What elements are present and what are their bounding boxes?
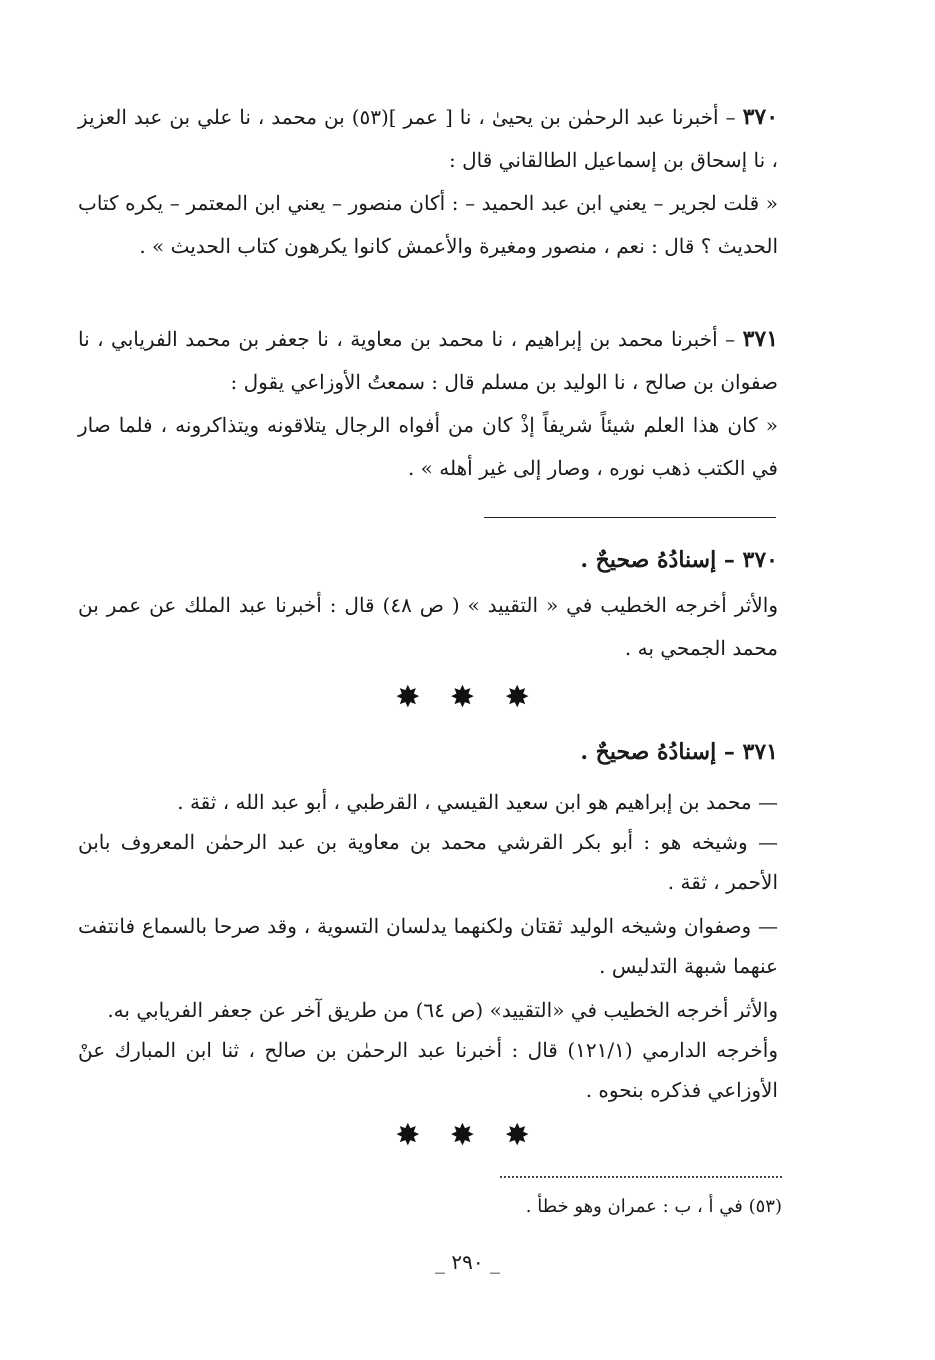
commentary-371-heading: ٣٧١ – إسنادُهُ صحيحٌ .	[580, 739, 778, 765]
commentary-370-text: والأثر أخرجه الخطيب في « التقييد » ( ص ٤٨) قال : أخبرنا عبد الملك عن عمر بن محمد الجمحي به .	[78, 593, 778, 660]
entry-371-dash: –	[725, 327, 736, 351]
commentary-370-heading: ٣٧٠ – إسنادُهُ صحيحٌ .	[580, 547, 778, 573]
footnote-divider	[500, 1176, 782, 1178]
page-number: _ ٢٩٠ _	[435, 1250, 500, 1274]
entry-370-isnad	[78, 96, 778, 182]
commentary-line: — وشيخه هو : أبو بكر القرشي محمد بن معاوية بن عبد الرحمٰن المعروف بابن الأحمر ، ثقة .	[78, 830, 778, 894]
commentary-line: — محمد بن إبراهيم هو ابن سعيد القيسي ، القرطبي ، أبو عبد الله ، ثقة .	[177, 790, 778, 814]
entry-371	[78, 318, 778, 490]
commentary-line: — وصفوان وشيخه الوليد ثقتان ولكنهما يدلسان التسوية ، وقد صرحا بالسماع فانتفت عنهما شبهة التدليس .	[78, 914, 778, 978]
entry-370-dash: –	[725, 105, 736, 129]
entry-370-isnad-text: أخبرنا عبد الرحمٰن بن يحيىٰ ، نا [ عمر ](٥٣) بن محمد ، نا علي بن عبد العزيز ، نا إسحاق بن إسماعيل الطالقاني قال :	[78, 105, 778, 172]
entry-371-matn: « كان هذا العلم شيئاً شريفاً إذْ كان من أفواه الرجال يتلاقونه ويتذاكرونه ، فلما صار في الكتب ذهب نوره ، وصار إلى غير أهله » .	[78, 413, 778, 480]
commentary-line: وأخرجه الدارمي (١٢١/١) قال : أخبرنا عبد الرحمٰن بن صالح ، ثنا ابن المبارك عنْ الأوزاعي فذكره بنحوه .	[78, 1038, 778, 1102]
footnote: (٥٣) في أ ، ب : عمران وهو خطأ .	[525, 1196, 782, 1217]
entry-370-number: ٣٧٠	[742, 104, 779, 130]
entry-371-number: ٣٧١	[742, 326, 779, 352]
entry-371-isnad-text: أخبرنا محمد بن إبراهيم ، نا محمد بن معاوية ، نا جعفر بن محمد الفريابي ، نا صفوان بن صالح ، نا الوليد بن مسلم قال : سمعتُ الأوزاعي يقول :	[78, 327, 778, 394]
commentary-371-body	[78, 782, 778, 1110]
entry-370-matn: « قلت لجرير – يعني ابن عبد الحميد – : أكان منصور – يعني ابن المعتمر – يكره كتاب الحديث ؟ قال : نعم ، منصور ومغيرة والأعمش كانوا يكرهون كتاب الحديث » .	[78, 191, 778, 258]
commentary-line: والأثر أخرجه الخطيب في «التقييد» (ص ٦٤) من طريق آخر عن جعفر الفريابي به.	[107, 998, 778, 1022]
entry-371-isnad	[78, 318, 778, 404]
ornament-separator-2: ✸ ✸ ✸	[395, 1118, 540, 1153]
ornament-separator-1: ✸ ✸ ✸	[395, 680, 540, 715]
section-divider	[484, 517, 776, 518]
entry-370	[78, 96, 778, 268]
